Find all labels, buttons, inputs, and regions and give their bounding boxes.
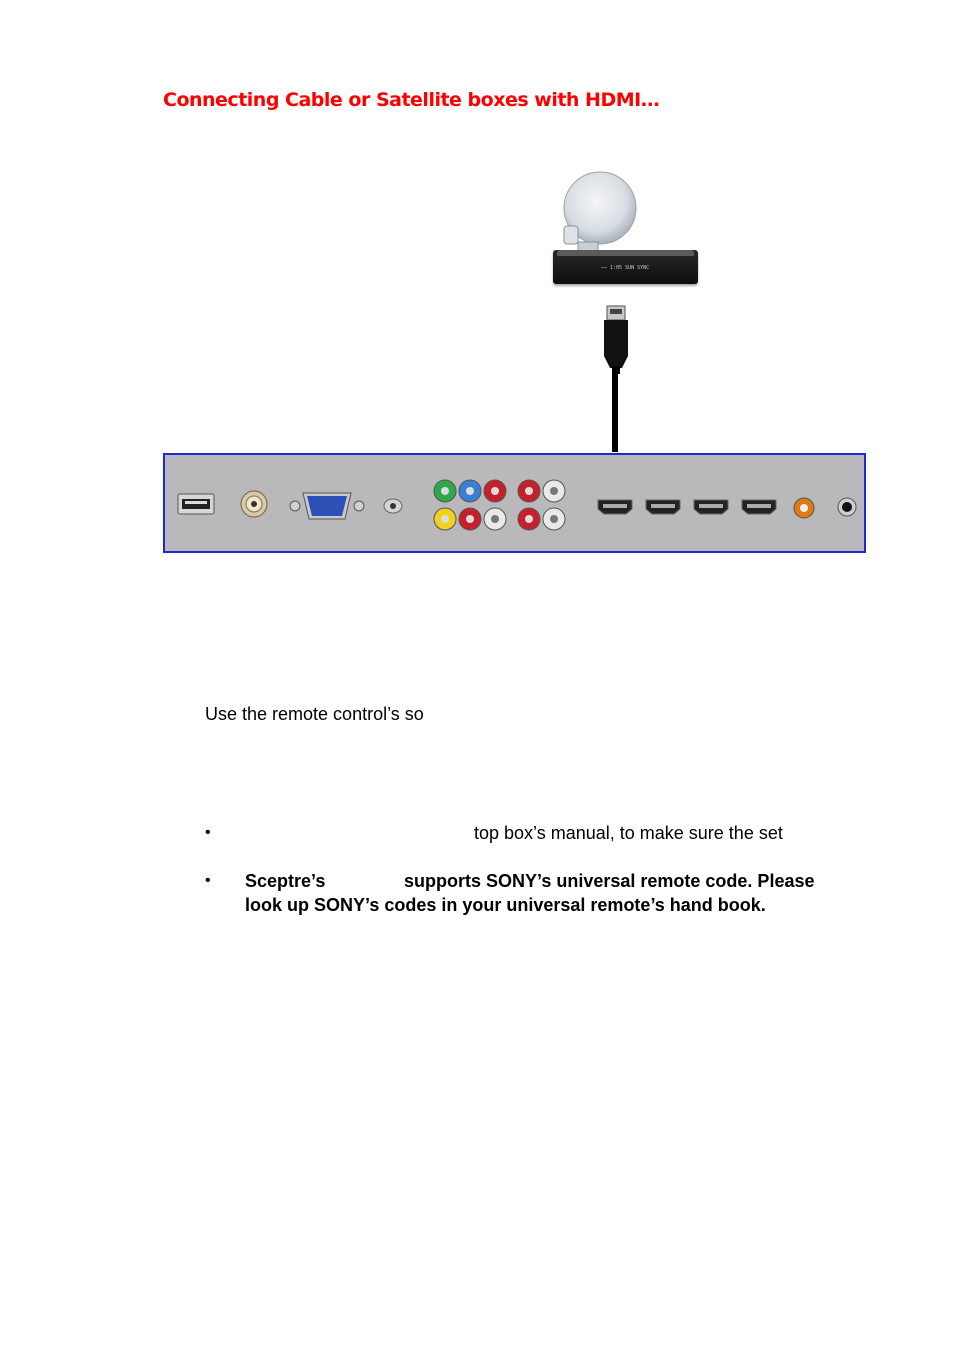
hdmi-port-icon (597, 499, 633, 515)
hdmi-port-icon (741, 499, 777, 515)
stb-display: ── 1:05 SUN SYNC (601, 265, 650, 271)
bullet-text: top box’s manual, to make sure the set (474, 823, 783, 843)
bullet-text: look up SONY’s codes in your universal remote’s hand book. (245, 895, 766, 915)
hdmi-plug-icon (598, 304, 634, 374)
heading: Connecting Cable or Satellite boxes with HDMI… (163, 89, 660, 111)
set-top-box-icon (553, 250, 698, 284)
rca-port-icon (434, 480, 565, 530)
hdmi-port-icon (693, 499, 729, 515)
bullet-text: Sceptre’s (245, 871, 326, 891)
paragraph: Use the remote control’s so (205, 704, 424, 724)
audio-jack-icon (383, 497, 403, 515)
bullet-symbol: • (205, 824, 211, 841)
hdmi-cable (612, 370, 618, 452)
headphone-jack-icon (837, 497, 857, 517)
bullet-symbol: • (205, 872, 211, 889)
tv-connection-panel (163, 453, 866, 553)
satellite-dish-icon (556, 170, 638, 258)
vga-port-icon (289, 491, 365, 521)
rca-port-group (433, 477, 569, 533)
spdif-port-icon (793, 497, 815, 519)
bullet-text: supports SONY’s universal remote code. Please (404, 871, 815, 891)
coax-port-icon (239, 489, 269, 519)
usb-port-icon (177, 493, 215, 515)
hdmi-port-icon (645, 499, 681, 515)
